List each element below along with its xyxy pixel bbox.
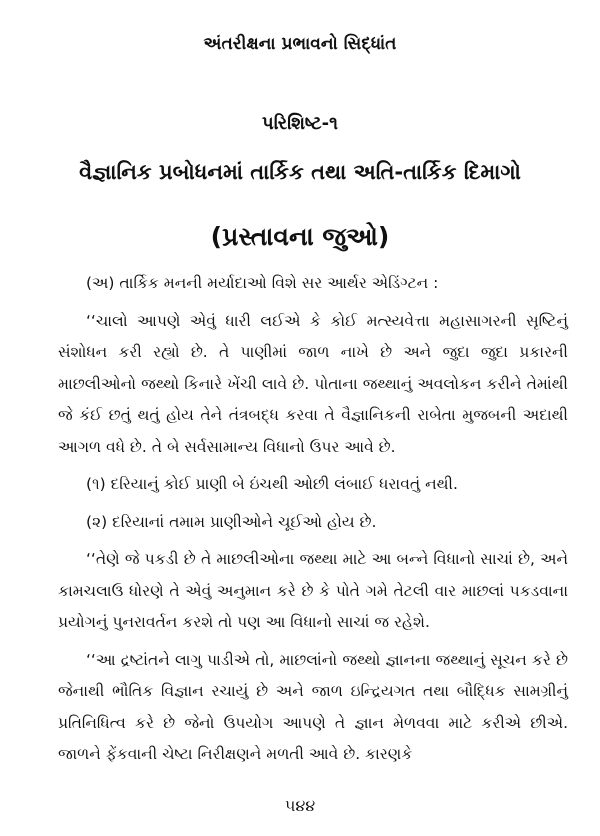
- paragraph: ‘‘ચાલો આપણે એવું ધારી લઈએ કે કોઈ મત્સ્યવેત્તા મહાસાગરની સૃષ્ટિનું સંશોધન કરી રહ્યો છે. તે પાણીમાં જાળ નાખે છે અને જુદા જુદા પ્રકારની માછલીઓનો જથ્થો કિનારે ખેંચી લાવે છે. પોતાના જથ્થાનું અવલોકન કરીને તેમાંથી જે કંઈ છતું થતું હોય તેને તંત્રબદ્ધ કરવા તે વૈજ્ઞાનિકની રાબેતા મુજબની અદાથી આગળ વધે છે. તે બે સર્વસામાન્ય વિધાનો ઉપર આવે છે.: [58, 311, 568, 456]
- paragraph: ‘‘તેણે જે પકડી છે તે માછલીઓના જથ્થા માટે આ બન્ને વિધાનો સાચાં છે, અને કામચલાઉ ધોરણે તે એવું અનુમાન કરે છે કે પોતે ગમે તેટલી વાર માછલાં પકડવાના પ્રયોગનું પુનરાવર્તન કરશે તો પણ આ વિધાનો સાચાં જ રહેશે.: [58, 550, 568, 631]
- list-item-1: (૧) દરિયાનું કોઈ પ્રાણી બે ઇંચથી ઓછી લંબાઈ ધરાવતું નથી.: [86, 475, 458, 493]
- body-text: [58, 268, 568, 771]
- list-item-2: (૨) દરિયાનાં તમામ પ્રાણીઓને ચૂઈઓ હોય છે.: [86, 512, 377, 531]
- page-number: ૫૪૪: [284, 796, 316, 815]
- section-heading-a: (અ) તાર્કિક મનની મર્યાદાઓ વિશે સર આર્થર એડિંગ્ટન :: [86, 274, 439, 292]
- see-preface-note: (પ્રસ્તાવના જુઓ): [210, 222, 390, 251]
- appendix-label: પરિશિષ્ટ-૧: [262, 113, 338, 134]
- paragraph: ‘‘આ દ્રષ્ટાંતને લાગુ પાડીએ તો, માછલાંનો જથ્થો જ્ઞાનના જથ્થાનું સૂચન કરે છે જેનાથી ભૌતિક વિજ્ઞાન રચાયું છે અને જાળ ઇન્દ્રિયગત તથા બૌદ્ધિક સામગ્રીનું પ્રતિનિધિત્વ કરે છે જેનો ઉપયોગ આપણે તે જ્ઞાન મેળવવા માટે કરીએ છીએ. જાળને ફેંકવાની ચેષ્ટા નિરીક્ષણને મળતી આવે છે. કારણકે: [58, 650, 568, 763]
- running-head: અંતરીક્ષના પ્રભાવનો સિદ્ધાંત: [203, 34, 397, 54]
- chapter-title: વૈજ્ઞાનિક પ્રબોધનમાં તાર્કિક તથા અતિ-તાર્કિક દિમાગો: [79, 160, 521, 184]
